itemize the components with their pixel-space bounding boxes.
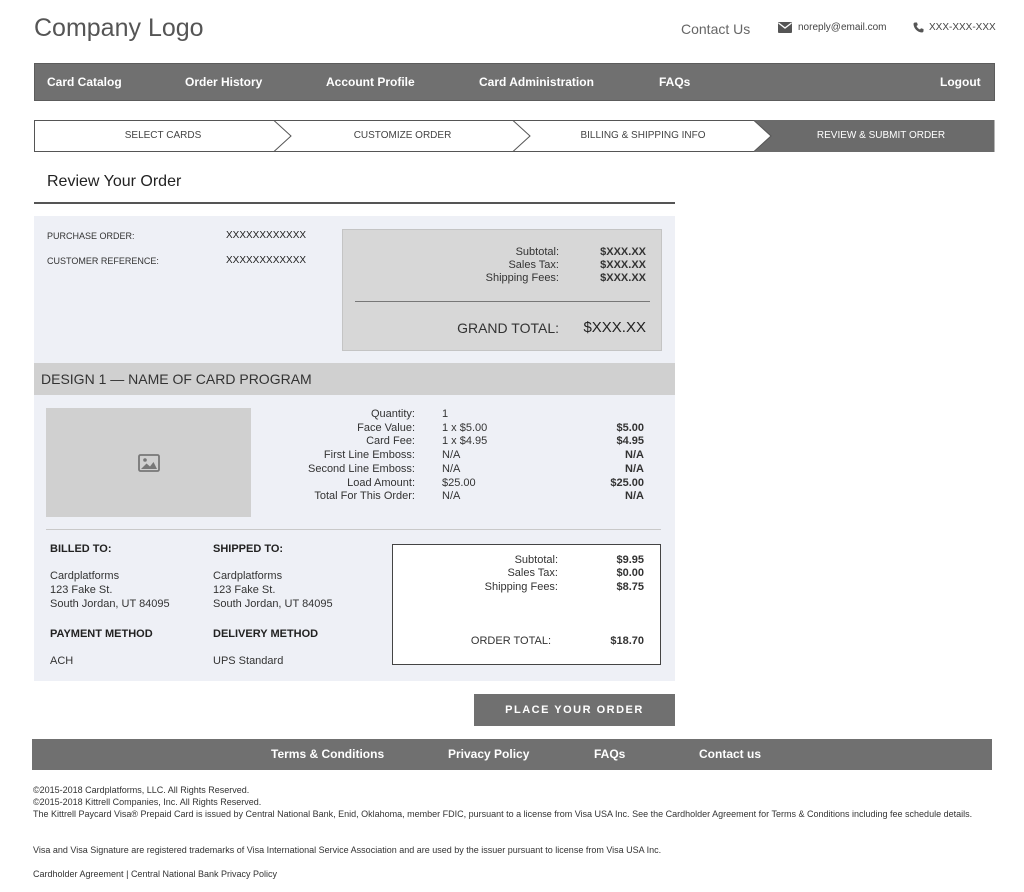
payment-method-heading: PAYMENT METHOD bbox=[50, 628, 153, 640]
trademark-notice: Visa and Visa Signature are registered trademarks of Visa International Service Association and are used by the issuer pursuant to license from Visa USA Inc. bbox=[33, 845, 662, 855]
design-header-bar bbox=[34, 363, 675, 395]
envelope-icon bbox=[778, 22, 792, 33]
bank-privacy-policy-link[interactable]: Central National Bank Privacy Policy bbox=[130, 869, 277, 879]
delivery-method-heading: DELIVERY METHOD bbox=[213, 628, 319, 640]
customer-reference-value: XXXXXXXXXXXX bbox=[226, 255, 307, 266]
legal-links bbox=[33, 868, 993, 880]
detail-label: Total For This Order: bbox=[314, 490, 415, 502]
order-total-label: ORDER TOTAL: bbox=[470, 635, 551, 647]
nav-account-profile[interactable]: Account Profile bbox=[326, 75, 415, 89]
order-tax-label: Sales Tax: bbox=[507, 567, 558, 579]
title-divider bbox=[34, 202, 675, 204]
step-customize-order[interactable]: CUSTOMIZE ORDER bbox=[353, 130, 452, 141]
footer-terms-link[interactable]: Terms & Conditions bbox=[271, 747, 385, 761]
phone-text: XXX-XXX-XXX bbox=[929, 22, 996, 33]
order-tax-value: $0.00 bbox=[616, 567, 644, 579]
shipped-to-heading: SHIPPED TO: bbox=[213, 543, 284, 555]
footer-contact-link[interactable]: Contact us bbox=[699, 747, 762, 761]
billed-name: Cardplatforms bbox=[50, 570, 120, 582]
main-nav bbox=[34, 63, 995, 101]
detail-amount: N/A bbox=[625, 449, 644, 461]
summary-divider bbox=[355, 301, 650, 302]
payment-method-value: ACH bbox=[50, 655, 74, 667]
legal-link-separator: | bbox=[126, 869, 129, 879]
detail-amount: $5.00 bbox=[616, 422, 644, 434]
issuer-disclaimer: The Kittrell Paycard Visa® Prepaid Card is issued by Central National Bank, Enid, Oklahoma, member FDIC, pursuant to a license from Visa USA Inc. See the Cardholder Agreement for Terms & Conditions including fee schedule details. bbox=[33, 809, 973, 819]
grand-total-label: GRAND TOTAL: bbox=[457, 320, 559, 336]
company-logo[interactable]: Company Logo bbox=[34, 14, 204, 42]
detail-amount: $25.00 bbox=[610, 477, 644, 489]
detail-quantity: $25.00 bbox=[442, 477, 476, 489]
summary-shipping-label: Shipping Fees: bbox=[485, 272, 559, 284]
email-text: noreply@email.com bbox=[798, 22, 887, 33]
order-shipping-label: Shipping Fees: bbox=[484, 581, 558, 593]
nav-faqs[interactable]: FAQs bbox=[659, 75, 691, 89]
detail-quantity: 1 x $5.00 bbox=[442, 422, 488, 434]
footer-privacy-link[interactable]: Privacy Policy bbox=[448, 747, 530, 761]
image-icon bbox=[138, 454, 160, 472]
footer-faqs-link[interactable]: FAQs bbox=[594, 747, 626, 761]
summary-subtotal-value: $XXX.XX bbox=[600, 246, 646, 258]
step-select-cards[interactable]: SELECT CARDS bbox=[124, 130, 202, 141]
card-image-placeholder bbox=[46, 408, 251, 517]
nav-order-history[interactable]: Order History bbox=[185, 75, 263, 89]
summary-tax-label: Sales Tax: bbox=[508, 259, 559, 271]
order-total-value: $18.70 bbox=[610, 635, 644, 647]
purchase-order-value: XXXXXXXXXXXX bbox=[226, 230, 307, 241]
nav-card-catalog[interactable]: Card Catalog bbox=[47, 75, 122, 89]
customer-reference-label: CUSTOMER REFERENCE: bbox=[47, 256, 159, 266]
nav-card-administration[interactable]: Card Administration bbox=[479, 75, 594, 89]
detail-label: First Line Emboss: bbox=[323, 449, 415, 461]
step-review-submit[interactable]: REVIEW & SUBMIT ORDER bbox=[816, 130, 946, 141]
detail-label: Face Value: bbox=[357, 422, 415, 434]
billed-to-heading: BILLED TO: bbox=[50, 543, 112, 555]
phone-contact[interactable] bbox=[913, 22, 996, 33]
summary-tax-value: $XXX.XX bbox=[600, 259, 646, 271]
copyright-cardplatforms: ©2015-2018 Cardplatforms, LLC. All Rights Reserved. bbox=[33, 785, 250, 795]
order-subtotal-label: Subtotal: bbox=[514, 554, 558, 566]
detail-quantity: 1 bbox=[442, 408, 449, 420]
summary-subtotal-label: Subtotal: bbox=[515, 246, 559, 258]
nav-logout[interactable]: Logout bbox=[940, 75, 981, 89]
detail-label: Card Fee: bbox=[366, 435, 415, 447]
page-title: Review Your Order bbox=[47, 173, 182, 190]
detail-quantity: N/A bbox=[442, 490, 461, 502]
detail-amount: N/A bbox=[625, 490, 644, 502]
billed-street: 123 Fake St. bbox=[50, 584, 113, 596]
shipped-street: 123 Fake St. bbox=[213, 584, 276, 596]
order-subtotal-value: $9.95 bbox=[616, 554, 644, 566]
email-contact[interactable] bbox=[778, 22, 887, 33]
delivery-method-value: UPS Standard bbox=[213, 655, 284, 667]
place-order-button[interactable]: PLACE YOUR ORDER bbox=[474, 694, 675, 726]
phone-icon bbox=[913, 22, 924, 33]
shipped-city: South Jordan, UT 84095 bbox=[213, 598, 333, 610]
detail-divider bbox=[46, 529, 661, 530]
copyright-kittrell: ©2015-2018 Kittrell Companies, Inc. All Rights Reserved. bbox=[33, 797, 262, 807]
checkout-steps bbox=[34, 120, 995, 152]
detail-label: Load Amount: bbox=[347, 477, 415, 489]
detail-amount: N/A bbox=[625, 463, 644, 475]
order-shipping-value: $8.75 bbox=[616, 581, 644, 593]
purchase-order-label: PURCHASE ORDER: bbox=[47, 231, 135, 241]
detail-label: Second Line Emboss: bbox=[307, 463, 415, 475]
order-total-box bbox=[392, 544, 661, 665]
detail-quantity: N/A bbox=[442, 449, 461, 461]
summary-shipping-value: $XXX.XX bbox=[600, 272, 646, 284]
detail-quantity: N/A bbox=[442, 463, 461, 475]
site-header bbox=[0, 0, 1024, 62]
step-billing-shipping[interactable]: BILLING & SHIPPING INFO bbox=[580, 130, 706, 141]
detail-label: Quantity: bbox=[370, 408, 415, 420]
grand-summary-box bbox=[342, 229, 662, 351]
footer-nav bbox=[32, 739, 992, 770]
detail-amount: $4.95 bbox=[616, 435, 644, 447]
detail-quantity: 1 x $4.95 bbox=[442, 435, 488, 447]
shipped-name: Cardplatforms bbox=[213, 570, 283, 582]
grand-total-value: $XXX.XX bbox=[583, 319, 646, 336]
cardholder-agreement-link[interactable]: Cardholder Agreement bbox=[33, 869, 124, 879]
billed-city: South Jordan, UT 84095 bbox=[50, 598, 170, 610]
design-title: DESIGN 1 — NAME OF CARD PROGRAM bbox=[41, 371, 312, 387]
contact-us-link[interactable]: Contact Us bbox=[681, 21, 751, 37]
